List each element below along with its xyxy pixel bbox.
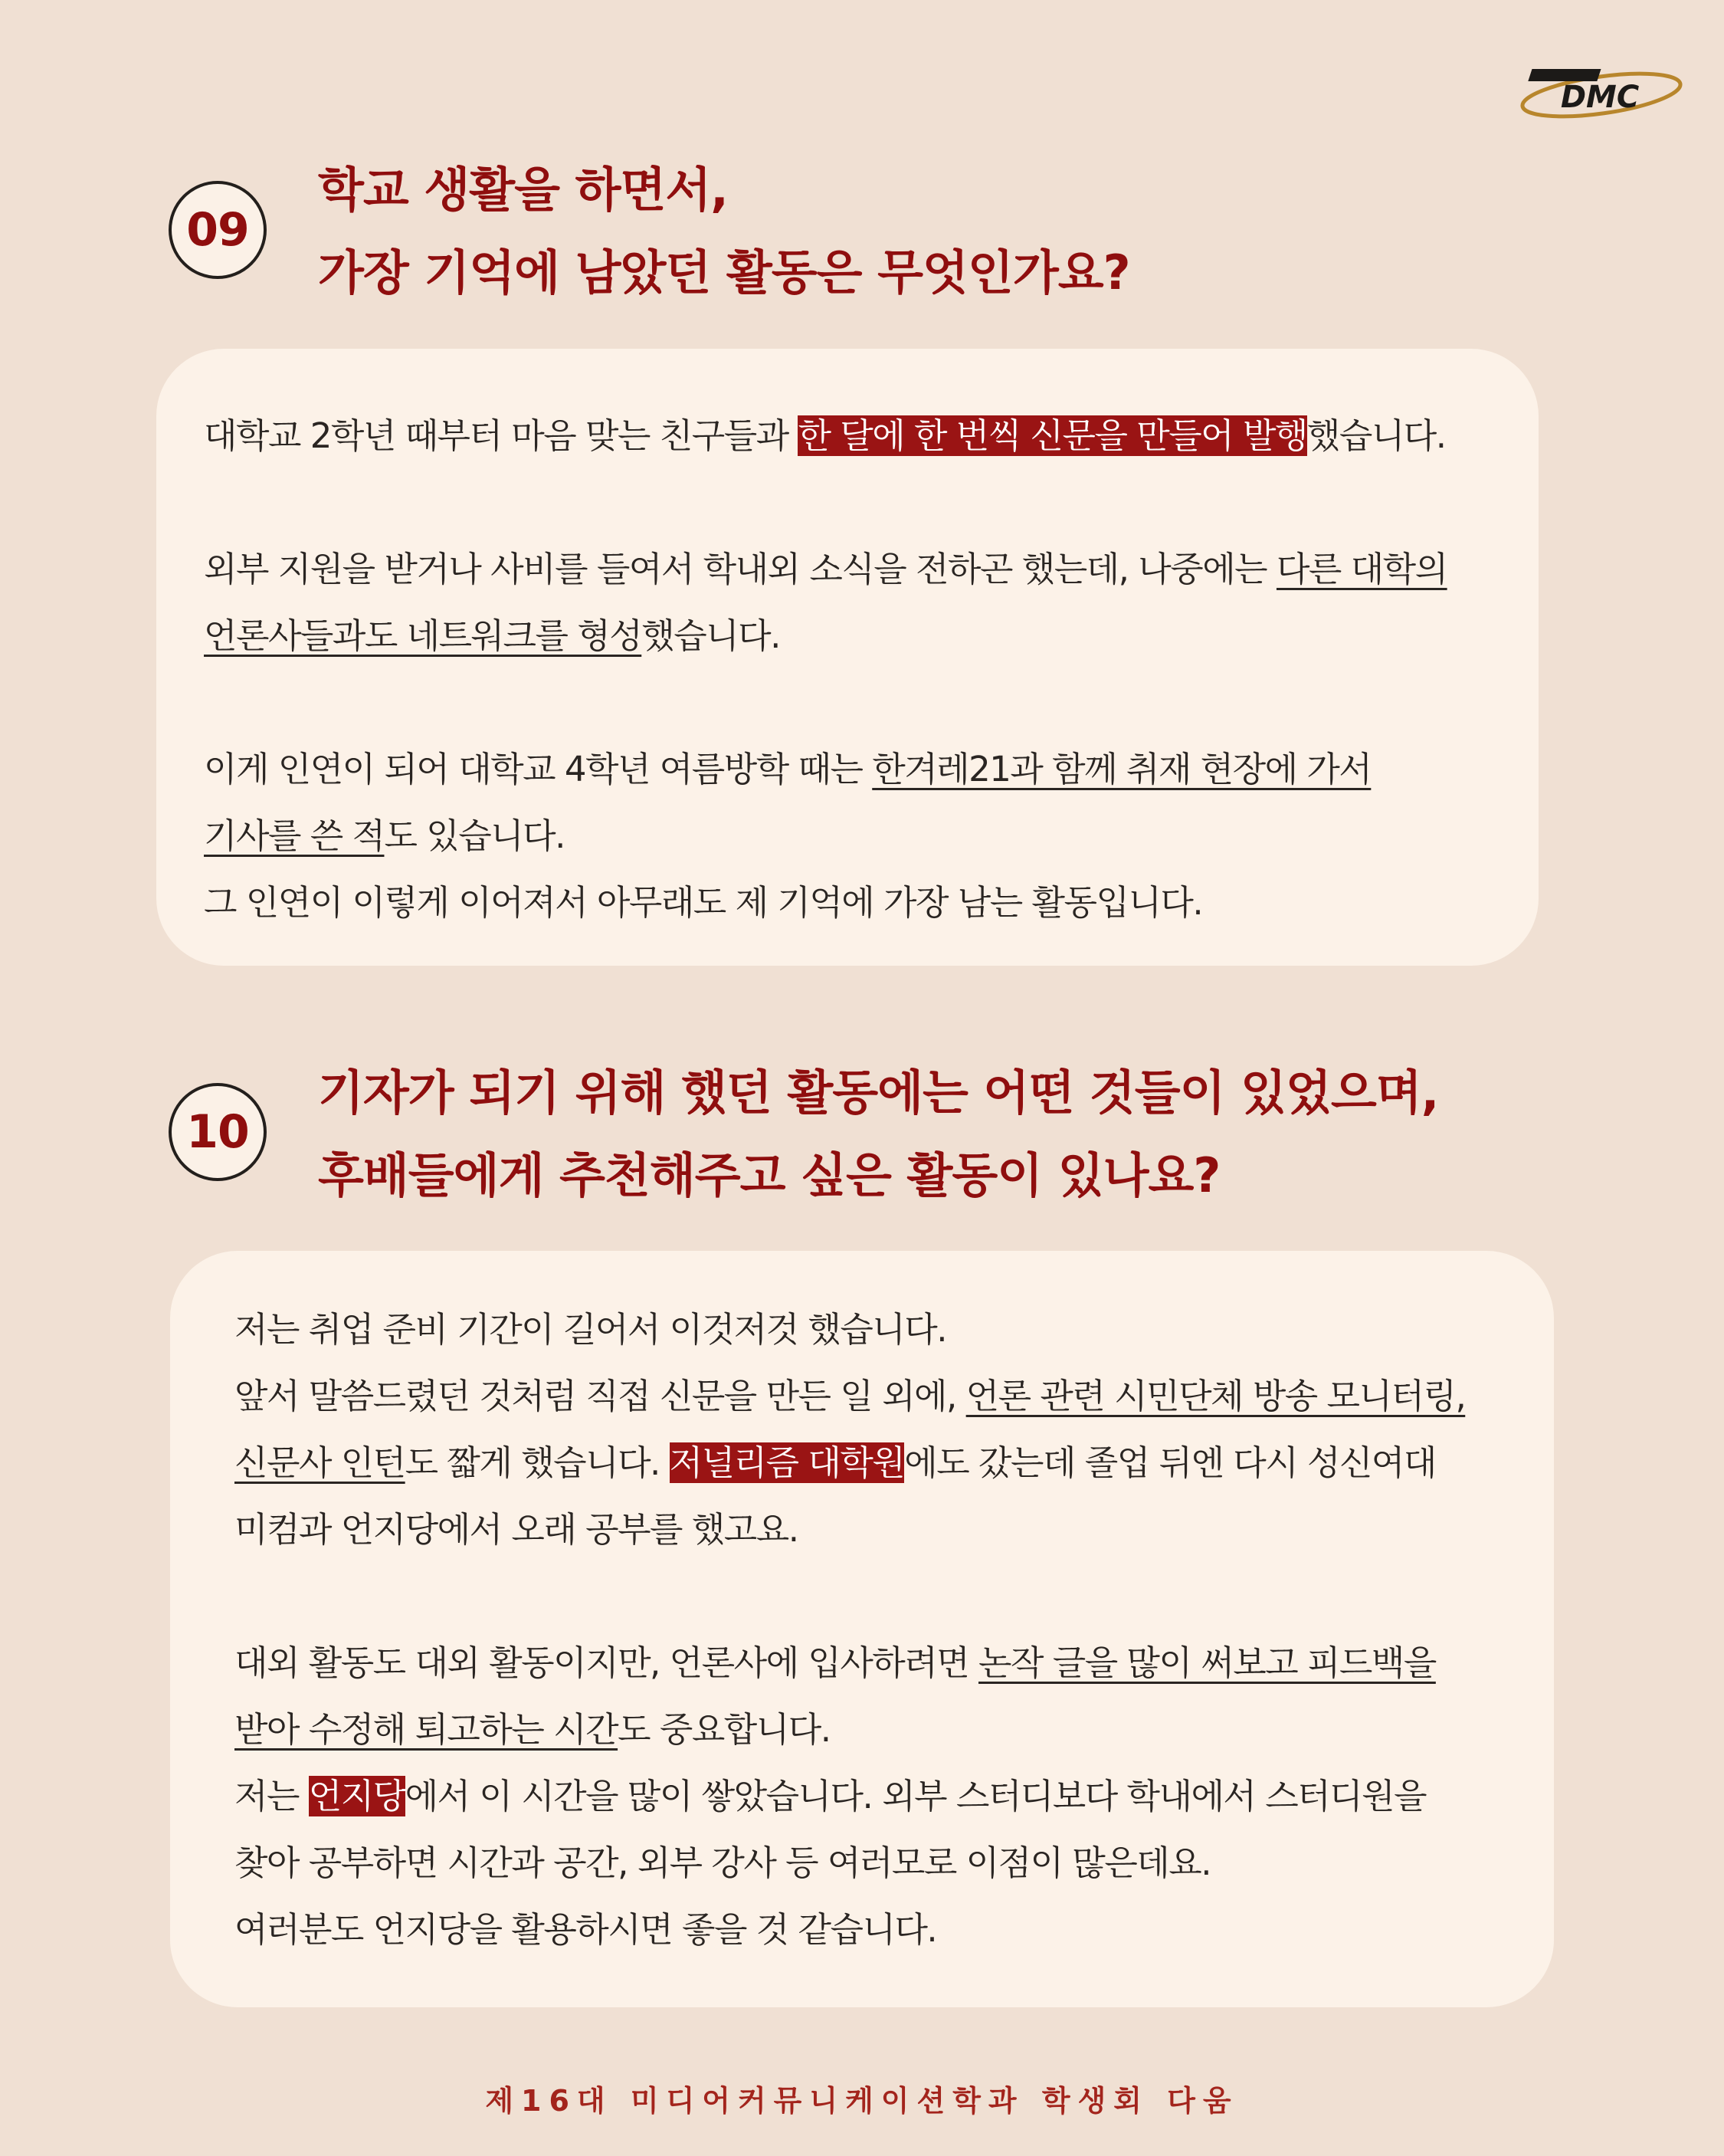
underline-text: 한겨레21과 함께 취재 현장에 가서 bbox=[872, 749, 1372, 789]
answer-paragraph: 외부 지원을 받거나 사비를 들여서 학내외 소식을 전하곤 했는데, 나중에는 다른 대학의 bbox=[204, 549, 1447, 589]
answer-paragraph: 여러분도 언지당을 활용하시면 좋을 것 같습니다. bbox=[234, 1909, 937, 1950]
underline-text: 받아 수정해 퇴고하는 시간 bbox=[234, 1709, 618, 1750]
answer-card-10 bbox=[170, 1251, 1554, 2007]
logo-text: DMC bbox=[1560, 80, 1640, 115]
answer-paragraph: 미컴과 언지당에서 오래 공부를 했고요. bbox=[234, 1509, 798, 1550]
answer-paragraph: 받아 수정해 퇴고하는 시간도 중요합니다. bbox=[234, 1709, 831, 1750]
highlight: 언지당 bbox=[308, 1776, 405, 1816]
answer-paragraph: 언론사들과도 네트워크를 형성했습니다. bbox=[204, 615, 780, 656]
answer-paragraph: 기사를 쓴 적도 있습니다. bbox=[204, 815, 565, 856]
underline-text: 기사를 쓴 적 bbox=[204, 815, 385, 856]
question-title-line: 기자가 되기 위해 했던 활동에는 어떤 것들이 있었으며, bbox=[318, 1065, 1439, 1121]
answer-paragraph: 찾아 공부하면 시간과 공간, 외부 강사 등 여러모로 이점이 많은데요. bbox=[234, 1843, 1211, 1883]
question-title-line: 후배들에게 추천해주고 싶은 활동이 있나요? bbox=[318, 1147, 1221, 1203]
question-title-09 bbox=[318, 149, 1130, 314]
answer-paragraph: 저는 언지당에서 이 시간을 많이 쌓았습니다. 외부 스터디보다 학내에서 스터디원을 bbox=[234, 1776, 1427, 1816]
answer-paragraph: 신문사 인턴도 짧게 했습니다. 저널리즘 대학원에도 갔는데 졸업 뒤엔 다시 성신여대 bbox=[234, 1442, 1436, 1483]
dmc-logo bbox=[1516, 54, 1684, 130]
underline-text: 신문사 인턴 bbox=[234, 1442, 405, 1483]
underline-text: 언론사들과도 네트워크를 형성 bbox=[204, 615, 642, 656]
answer-paragraph: 앞서 말씀드렸던 것처럼 직접 신문을 만든 일 외에, 언론 관련 시민단체 방송 모니터링, bbox=[234, 1376, 1466, 1416]
highlight: 저널리즘 대학원 bbox=[669, 1442, 905, 1483]
question-title-10 bbox=[318, 1052, 1438, 1217]
underline-text: 논작 글을 많이 써보고 피드백을 bbox=[978, 1642, 1436, 1683]
answer-paragraph: 저는 취업 준비 기간이 길어서 이것저것 했습니다. bbox=[234, 1309, 947, 1350]
answer-paragraph: 이게 인연이 되어 대학교 4학년 여름방학 때는 한겨레21과 함께 취재 현장에 가서 bbox=[204, 749, 1372, 789]
question-title-line: 학교 생활을 하면서, bbox=[318, 162, 728, 218]
answer-paragraph: 대외 활동도 대외 활동이지만, 언론사에 입사하려면 논작 글을 많이 써보고 피드백을 bbox=[234, 1642, 1436, 1683]
footer-credit: 제16대 미디어커뮤니케이션학과 학생회 다움 bbox=[485, 2084, 1239, 2118]
question-number-10: 10 bbox=[169, 1083, 267, 1181]
answer-card-09 bbox=[156, 349, 1539, 966]
answer-paragraph: 그 인연이 이렇게 이어져서 아무래도 제 기억에 가장 남는 활동입니다. bbox=[204, 882, 1203, 923]
underline-text: 다른 대학의 bbox=[1276, 549, 1447, 589]
question-number-09: 09 bbox=[169, 181, 267, 279]
highlight: 한 달에 한 번씩 신문을 만들어 발행 bbox=[798, 415, 1307, 456]
answer-paragraph: 대학교 2학년 때부터 마음 맞는 친구들과 한 달에 한 번씩 신문을 만들어 발행했습니다. bbox=[204, 415, 1446, 456]
underline-text: 언론 관련 시민단체 방송 모니터링, bbox=[965, 1376, 1466, 1416]
question-title-line: 가장 기억에 남았던 활동은 무엇인가요? bbox=[318, 244, 1130, 300]
